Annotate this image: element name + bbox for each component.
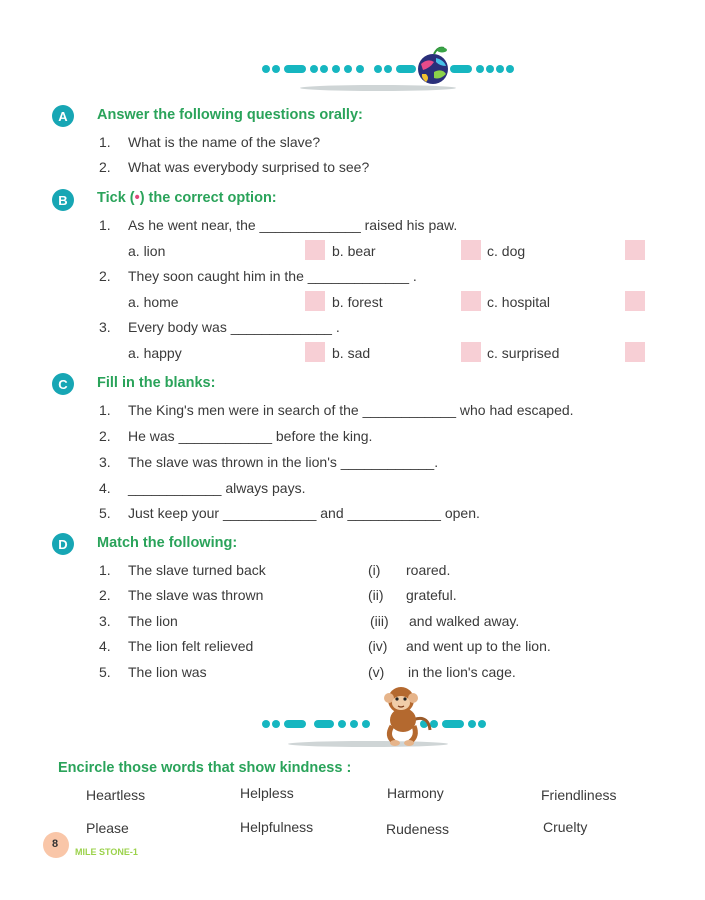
item-text: roared. <box>406 562 451 578</box>
section-c-title: Fill in the blanks: <box>97 375 216 391</box>
item-text: in the lion's cage. <box>408 664 516 680</box>
match-right-item <box>368 638 551 654</box>
item-number: 4. <box>99 480 111 496</box>
match-left-item <box>99 664 207 680</box>
question-text: As he went near, the _____________ raised his paw. <box>128 217 458 233</box>
match-right-item <box>368 587 457 603</box>
question-text: What was everybody surprised to see? <box>128 159 370 175</box>
match-left-item <box>99 562 266 578</box>
item-text: He was ____________ before the king. <box>128 428 373 444</box>
section-d-title: Match the following: <box>97 535 238 551</box>
title-post: ) the correct option: <box>139 190 277 206</box>
option: c. dog <box>487 243 526 259</box>
question-number: 2. <box>99 159 111 175</box>
page-number: 8 <box>52 838 59 850</box>
roman-numeral: (ii) <box>368 587 384 603</box>
encircle-word[interactable]: Heartless <box>86 787 146 803</box>
section-b-question <box>99 319 340 335</box>
roman-numeral: (v) <box>368 664 385 680</box>
section-a-question <box>99 134 321 150</box>
item-text: grateful. <box>406 587 457 603</box>
series-label: MILE STONE-1 <box>75 847 138 857</box>
question-number: 1. <box>99 134 111 150</box>
item-number: 5. <box>99 664 111 680</box>
fill-blank-item <box>99 505 480 521</box>
item-number: 2. <box>99 428 111 444</box>
question-text: Every body was _____________ . <box>128 319 340 335</box>
tick-box[interactable] <box>625 291 645 311</box>
option: b. bear <box>332 243 376 259</box>
tick-symbol: • <box>134 190 140 206</box>
tick-box[interactable] <box>625 240 645 260</box>
match-right-item <box>368 664 516 680</box>
tick-box[interactable] <box>305 291 325 311</box>
option: c. hospital <box>487 294 551 310</box>
match-left-item <box>99 638 254 654</box>
section-b-title <box>97 190 277 206</box>
item-number: 4. <box>99 638 111 654</box>
question-number: 1. <box>99 217 111 233</box>
question-text: They soon caught him in the _____________ . <box>128 268 417 284</box>
item-number: 5. <box>99 505 111 521</box>
option: a. lion <box>128 243 166 259</box>
section-a-question <box>99 159 370 175</box>
fill-blank-item <box>99 480 306 496</box>
item-number: 1. <box>99 562 111 578</box>
item-text: and went up to the lion. <box>406 638 551 654</box>
encircle-word[interactable]: Friendliness <box>541 787 617 803</box>
match-left-item <box>99 613 178 629</box>
match-right-item <box>370 613 520 629</box>
item-text: The King's men were in search of the ____________ who had escaped. <box>128 402 574 418</box>
encircle-word[interactable]: Rudeness <box>386 821 450 837</box>
section-b-badge: B <box>52 189 74 211</box>
title-pre: Tick ( <box>97 190 135 206</box>
item-text: The slave was thrown in the lion's ____________. <box>128 454 439 470</box>
tick-box[interactable] <box>461 291 481 311</box>
option: b. forest <box>332 294 383 310</box>
fill-blank-item <box>99 402 574 418</box>
encircle-word[interactable]: Helpless <box>240 785 294 801</box>
tick-box[interactable] <box>305 342 325 362</box>
section-b-question <box>99 217 458 233</box>
question-number: 2. <box>99 268 111 284</box>
encircle-word[interactable]: Harmony <box>387 785 444 801</box>
section-c-badge: C <box>52 373 74 395</box>
roman-numeral: (iv) <box>368 638 388 654</box>
item-number: 3. <box>99 454 111 470</box>
item-text: The lion felt relieved <box>128 638 254 654</box>
encircle-word[interactable]: Please <box>86 820 129 836</box>
globe-icon <box>418 48 448 85</box>
question-text: What is the name of the slave? <box>128 134 321 150</box>
encircle-title: Encircle those words that show kindness : <box>58 760 352 776</box>
tick-box[interactable] <box>625 342 645 362</box>
section-a-badge: A <box>52 105 74 127</box>
section-d-badge: D <box>52 533 74 555</box>
roman-numeral: (i) <box>368 562 381 578</box>
monkey-icon <box>384 687 430 746</box>
roman-numeral: (iii) <box>370 613 389 629</box>
item-text: and walked away. <box>409 613 520 629</box>
option: b. sad <box>332 345 371 361</box>
item-number: 2. <box>99 587 111 603</box>
option: a. home <box>128 294 179 310</box>
encircle-word[interactable]: Helpfulness <box>240 819 314 835</box>
bottom-divider <box>258 682 490 752</box>
match-left-item <box>99 587 264 603</box>
item-number: 1. <box>99 402 111 418</box>
option: a. happy <box>128 345 182 361</box>
item-text: Just keep your ____________ and ____________ open. <box>128 505 480 521</box>
top-divider <box>258 44 518 96</box>
item-text: The lion was <box>128 664 207 680</box>
tick-box[interactable] <box>461 342 481 362</box>
tick-box[interactable] <box>305 240 325 260</box>
fill-blank-item <box>99 428 373 444</box>
item-text: The slave turned back <box>128 562 266 578</box>
item-text: ____________ always pays. <box>128 480 306 496</box>
question-number: 3. <box>99 319 111 335</box>
item-text: The lion <box>128 613 178 629</box>
fill-blank-item <box>99 454 439 470</box>
item-text: The slave was thrown <box>128 587 264 603</box>
match-right-item <box>368 562 451 578</box>
tick-box[interactable] <box>461 240 481 260</box>
encircle-word[interactable]: Cruelty <box>543 819 588 835</box>
item-number: 3. <box>99 613 111 629</box>
section-a-title: Answer the following questions orally: <box>97 107 363 123</box>
section-b-question <box>99 268 417 284</box>
option: c. surprised <box>487 345 560 361</box>
